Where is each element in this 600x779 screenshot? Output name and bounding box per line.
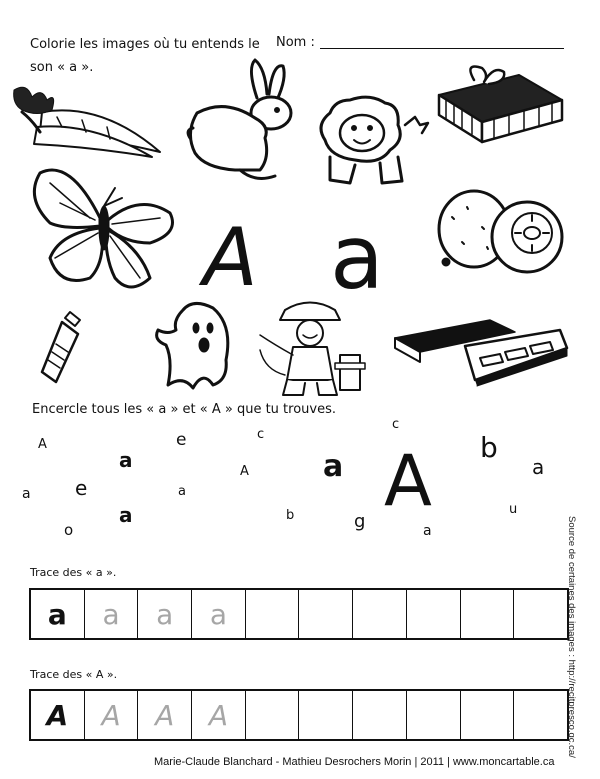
- scatter-letter[interactable]: c: [257, 427, 265, 442]
- kiwi-icon: [432, 187, 567, 277]
- trace-cell-empty[interactable]: [514, 590, 567, 638]
- trace-cell[interactable]: A: [85, 691, 139, 739]
- trace-cell-model[interactable]: a: [31, 590, 85, 638]
- scatter-letter[interactable]: a: [423, 523, 432, 539]
- scatter-letter[interactable]: a: [178, 484, 186, 499]
- scatter-letter[interactable]: A: [384, 440, 432, 522]
- footer-credit: Marie-Claude Blanchard - Mathieu Desrochers Morin | 2011 | www.moncartable.ca: [154, 756, 555, 768]
- butterfly-icon: [30, 158, 190, 298]
- scatter-letter[interactable]: g: [354, 511, 366, 532]
- trace-lower-grid: [29, 588, 569, 640]
- scatter-letter[interactable]: a: [532, 455, 545, 479]
- carrots-icon: [12, 82, 162, 157]
- firefighter-icon: [255, 295, 370, 400]
- trace-cell[interactable]: A: [192, 691, 246, 739]
- scatter-letter[interactable]: e: [75, 476, 88, 500]
- trace-cell[interactable]: a: [85, 590, 139, 638]
- trace-cell-empty[interactable]: [353, 590, 407, 638]
- scatter-letter[interactable]: c: [392, 417, 400, 432]
- lion-icon: [310, 95, 430, 190]
- trace-lower-label: Trace des « a ».: [30, 566, 117, 579]
- name-line: [320, 48, 564, 49]
- ghost-icon: [148, 300, 243, 395]
- gift-box-icon: [434, 60, 564, 145]
- trace-cell-empty[interactable]: [461, 691, 515, 739]
- rabbit-icon: [185, 58, 305, 188]
- trace-cell-empty[interactable]: [407, 590, 461, 638]
- scatter-letter[interactable]: A: [38, 437, 47, 452]
- scatter-letter[interactable]: b: [480, 431, 498, 464]
- trace-cell-empty[interactable]: [299, 590, 353, 638]
- circle-instruction: Encercle tous les « a » et « A » que tu trouves.: [32, 402, 336, 417]
- scatter-letter[interactable]: e: [176, 430, 187, 450]
- scatter-letter[interactable]: o: [64, 521, 74, 539]
- trace-cell[interactable]: a: [192, 590, 246, 638]
- trace-cell-empty[interactable]: [246, 590, 300, 638]
- image-source-credit: Source de certaines des images : http://recitpresco.qc.ca/: [566, 516, 577, 758]
- big-uppercase-a: A: [203, 211, 258, 304]
- trace-cell-empty[interactable]: [407, 691, 461, 739]
- coloring-instruction: Colorie les images où tu entends le: [30, 37, 260, 52]
- trace-cell-empty[interactable]: [514, 691, 567, 739]
- trace-upper-label: Trace des « A ».: [30, 668, 118, 681]
- trace-cell-model[interactable]: A: [31, 691, 85, 739]
- scatter-letter[interactable]: A: [240, 464, 249, 479]
- baby-bottle-icon: [40, 310, 90, 385]
- scatter-letter[interactable]: a: [323, 449, 344, 484]
- trace-cell-empty[interactable]: [246, 691, 300, 739]
- coloring-instruction-continued: son « a ».: [30, 60, 94, 75]
- trace-cell-empty[interactable]: [299, 691, 353, 739]
- scatter-letter[interactable]: a: [119, 448, 133, 472]
- scatter-letter[interactable]: b: [286, 508, 295, 523]
- scatter-letter[interactable]: u: [509, 502, 518, 517]
- scatter-letter[interactable]: a: [22, 486, 31, 502]
- trace-cell[interactable]: A: [138, 691, 192, 739]
- chocolate-bar-icon: [395, 318, 570, 383]
- trace-upper-grid: [29, 689, 569, 741]
- big-lowercase-a: a: [330, 206, 384, 309]
- scatter-letter[interactable]: a: [119, 503, 133, 527]
- trace-cell-empty[interactable]: [461, 590, 515, 638]
- trace-cell-empty[interactable]: [353, 691, 407, 739]
- trace-cell[interactable]: a: [138, 590, 192, 638]
- name-label: Nom :: [276, 35, 315, 50]
